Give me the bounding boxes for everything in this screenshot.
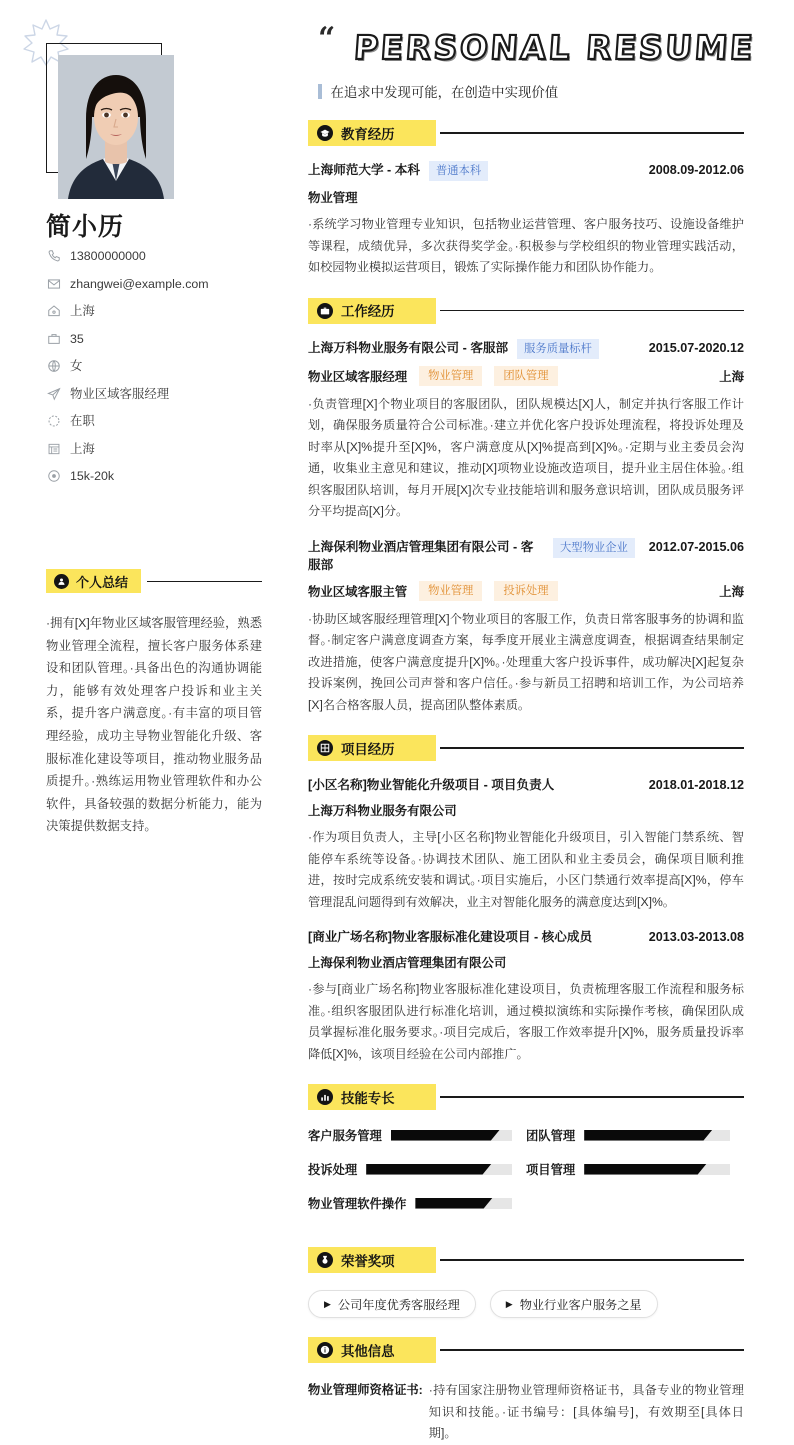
contact-value: 上海 xyxy=(70,304,95,318)
heading-rule xyxy=(440,132,744,133)
project-description: ·作为项目负责人，主导[小区名称]物业智能化升级项目，引入智能门禁系统、智能停车系统等设备。·协调技术团队、施工团队和业主委员会，确保项目顺利推进，按时完成系统安装和调试。·项目实施后，小区门禁通行效率提高[X]%，停车管理混乱问题得到有效解决，业主对智能化服务的满意度达到[X]%。 xyxy=(308,830,744,909)
contact-value: 女 xyxy=(70,359,83,373)
chart-icon xyxy=(317,1089,333,1105)
skills-section xyxy=(308,1084,744,1228)
work-entry-top xyxy=(308,538,744,574)
education-entry xyxy=(308,161,744,279)
skill-bar-fill xyxy=(584,1130,712,1141)
graduation-icon xyxy=(317,125,333,141)
education-major: 物业管理 xyxy=(308,191,358,205)
skill-label: 客户服务管理 xyxy=(308,1129,382,1143)
contact-item-status xyxy=(46,413,266,429)
contact-item-position xyxy=(46,386,266,402)
skill-item xyxy=(308,1194,526,1212)
work-description: ·协助区域客服经理管理[X]个物业项目的客服工作，负责日常客服事务的协调和监督。·制定客户满意度调查方案，每季度开展业主满意度调查，根据调查结果制定改进措施，使客户满意度提升[X]%。·处理重大客户投诉事件，成功解决[X]起复杂投诉案例，挽回公司声誉和客户信任。·参与新员工招聘和培训工作，为公司培养[X]名合格客服人员，提高团队整体素质。 xyxy=(308,611,744,712)
project-entry-top xyxy=(308,776,744,794)
skill-label: 物业管理软件操作 xyxy=(308,1197,407,1211)
heading-rule xyxy=(440,310,744,311)
summary-text: ·拥有[X]年物业区域客服管理经验，熟悉物业管理全流程，擅长客户服务体系建设和团队管理。·具备出色的沟通协调能力，能够有效处理客户投诉和业主关系，提升客户满意度。·有丰富的项目管理经验，成功主导物业智能化升级、客服标准化建设等项目，推动物业服务品质提升。·熟练运用物业管理软件和办公软件，具备较强的数据分析能力，能为决策提供数据支持。 xyxy=(46,616,262,834)
other-section xyxy=(308,1337,744,1445)
work-company: 上海万科物业服务有限公司 - 客服部 xyxy=(308,340,509,355)
triangle-icon: ▶ xyxy=(324,1298,331,1309)
honors-heading xyxy=(308,1247,744,1273)
work-location: 上海 xyxy=(719,369,744,384)
work-entry-top xyxy=(308,339,744,359)
work-heading-label: 工作经历 xyxy=(341,304,395,319)
skill-bar xyxy=(366,1164,512,1175)
project-name: [商业广场名称]物业客服标准化建设项目 - 核心成员 xyxy=(308,930,593,944)
work-badge: 大型物业企业 xyxy=(553,538,635,558)
contact-value: zhangwei@example.com xyxy=(70,276,209,291)
contact-item-city xyxy=(46,441,266,457)
contact-value: 15k-20k xyxy=(70,469,115,483)
skill-bar xyxy=(391,1130,512,1141)
honor-label: 物业行业客户服务之星 xyxy=(519,1297,642,1312)
honors-list xyxy=(308,1290,744,1318)
project-entry-top xyxy=(308,928,744,946)
projects-heading-label: 项目经历 xyxy=(341,741,395,757)
skill-item xyxy=(308,1160,526,1178)
honor-label: 公司年度优秀客服经理 xyxy=(337,1297,460,1312)
other-label: 物业管理师资格证书: xyxy=(308,1383,423,1397)
contact-item-location xyxy=(46,303,266,319)
honor-item[interactable] xyxy=(308,1290,476,1318)
skills-grid xyxy=(308,1126,744,1228)
contact-item-age xyxy=(46,331,266,347)
quote-mark: “ xyxy=(318,21,336,56)
education-heading-label: 教育经历 xyxy=(341,126,395,142)
contact-item-salary xyxy=(46,468,266,484)
heading-rule xyxy=(440,1349,744,1350)
home-icon xyxy=(46,304,61,319)
projects-section xyxy=(308,735,744,1065)
phone-icon xyxy=(46,249,61,264)
work-section xyxy=(308,298,744,717)
contact-value: 物业区域客服经理 xyxy=(70,386,170,401)
work-heading-chip xyxy=(308,298,436,324)
contact-item-gender xyxy=(46,358,266,374)
education-badge: 普通本科 xyxy=(429,161,488,181)
work-tag: 物业管理 xyxy=(419,366,482,386)
work-company: 上海保利物业酒店管理集团有限公司 - 客服部 xyxy=(308,539,534,572)
contact-value: 在职 xyxy=(70,414,95,428)
skill-bar-fill xyxy=(366,1164,491,1175)
education-description: ·系统学习物业管理专业知识，包括物业运营管理、客户服务技巧、设施设备维护等课程，成绩优异，多次获得奖学金。·积极参与学校组织的物业管理实践活动，如校园物业模拟运营项目，锻炼了实际操作能力和团队协作能力。 xyxy=(308,217,744,274)
main-content xyxy=(284,0,794,1440)
city-icon xyxy=(46,441,61,456)
work-company-wrap xyxy=(308,339,649,359)
contact-item-phone xyxy=(46,248,266,264)
other-value: ·持有国家注册物业管理师资格证书，具备专业的物业管理知识和技能。·证书编号：[具体编号]，有效期至[具体日期]。 xyxy=(428,1383,744,1440)
work-entry xyxy=(308,339,744,523)
summary-heading xyxy=(46,569,262,593)
skill-label: 团队管理 xyxy=(526,1129,576,1143)
heading-rule xyxy=(147,581,262,582)
heading-rule xyxy=(440,1259,744,1260)
education-heading-chip xyxy=(308,120,436,146)
mail-icon xyxy=(46,276,61,291)
honor-item[interactable] xyxy=(490,1290,658,1318)
summary-heading-label: 个人总结 xyxy=(76,574,129,590)
education-date: 2008.09-2012.06 xyxy=(648,163,744,177)
education-section xyxy=(308,120,744,279)
projects-heading xyxy=(308,735,744,761)
education-school-wrap xyxy=(308,161,649,181)
skill-bar xyxy=(584,1164,730,1175)
project-description: ·参与[商业广场名称]物业客服标准化建设项目，负责梳理客服工作流程和服务标准。·组织客服团队进行标准化培训，通过模拟演练和实际操作考核，确保团队成员掌握标准化服务要求。·项目完成后，客服工作效率提升[X]%，服务质量投诉率降低[X]%，该项目经验在公司内部推广。 xyxy=(308,982,744,1061)
work-role: 物业区域客服主管 xyxy=(308,584,408,599)
page-title: 简小历 xyxy=(46,213,125,241)
honors-heading-label: 荣誉奖项 xyxy=(341,1253,395,1269)
summary-heading-chip xyxy=(46,569,141,593)
info-icon xyxy=(317,1342,333,1358)
work-tag: 投诉处理 xyxy=(494,581,557,601)
contact-list xyxy=(46,248,266,496)
project-name: [小区名称]物业智能化升级项目 - 项目负责人 xyxy=(308,778,555,792)
subtitle-accent-bar xyxy=(318,84,322,99)
salary-icon xyxy=(46,469,61,484)
work-location: 上海 xyxy=(719,584,744,599)
projects-heading-chip xyxy=(308,735,436,761)
project-date: 2018.01-2018.12 xyxy=(648,778,744,792)
skill-bar xyxy=(415,1198,512,1209)
skill-bar-fill xyxy=(391,1130,500,1141)
work-role: 物业区域客服经理 xyxy=(308,369,408,384)
skills-heading-label: 技能专长 xyxy=(341,1090,395,1106)
skill-bar xyxy=(584,1130,730,1141)
work-description: ·负责管理[X]个物业项目的客服团队，团队规模达[X]人，制定并执行客服工作计划，确保服务质量符合公司标准。·建立并优化客户投诉处理流程，将投诉处理及时率从[X]%提升至[X]%，客户满意度从[X]%提高到[X]%。·定期与业主委员会沟通，收集业主意见和建议，推动[X]项物业设施改造项目，提升业主居住体验。·组织客服团队培训，每月开展[X]次专业技能培训和服务意识培训，团队成员服务评分平均提高[X]分。 xyxy=(308,396,744,518)
other-entry xyxy=(308,1380,744,1445)
work-role-tags xyxy=(308,581,711,601)
avatar xyxy=(58,55,174,199)
skill-label: 投诉处理 xyxy=(308,1163,358,1177)
project-company: 上海保利物业酒店管理集团有限公司 xyxy=(308,956,507,970)
honors-section xyxy=(308,1247,744,1318)
summary-section xyxy=(46,569,262,838)
subtitle-text: 在追求中发现可能，在创造中实现价值 xyxy=(330,85,559,100)
project-entry xyxy=(308,928,744,1065)
work-badge: 服务质量标杆 xyxy=(517,339,599,359)
education-heading xyxy=(308,120,744,146)
heading-rule xyxy=(440,747,744,748)
contact-value: 35 xyxy=(70,331,84,346)
skill-item xyxy=(308,1126,526,1144)
work-role-tags xyxy=(308,366,711,386)
project-company: 上海万科物业服务有限公司 xyxy=(308,804,457,818)
honors-heading-chip xyxy=(308,1247,436,1273)
resume-title: PERSONAL RESUME xyxy=(352,28,757,67)
project-date: 2013.03-2013.08 xyxy=(648,930,744,944)
resume-title-block xyxy=(308,21,757,80)
skills-heading-chip xyxy=(308,1084,436,1110)
triangle-icon: ▶ xyxy=(505,1298,513,1309)
heading-rule xyxy=(440,1096,744,1097)
sidebar xyxy=(0,0,284,1417)
send-icon xyxy=(46,386,61,401)
other-heading-chip xyxy=(308,1337,436,1363)
work-date: 2012.07-2015.06 xyxy=(648,539,744,554)
project-entry xyxy=(308,776,744,913)
grid-icon xyxy=(317,740,333,756)
work-entry-role-row xyxy=(308,366,744,386)
education-entry-top xyxy=(308,161,744,181)
other-heading xyxy=(308,1337,744,1363)
contact-value: 13800000000 xyxy=(70,249,146,263)
skill-item xyxy=(526,1160,744,1178)
work-company-wrap xyxy=(308,538,649,574)
status-icon xyxy=(46,414,61,429)
skills-heading xyxy=(308,1084,744,1110)
gender-icon xyxy=(46,359,61,374)
education-school: 上海师范大学 - 本科 xyxy=(308,163,420,177)
contact-item-email xyxy=(46,276,266,292)
work-entry-role-row xyxy=(308,581,744,601)
contact-value: 上海 xyxy=(70,441,95,456)
other-heading-label: 其他信息 xyxy=(341,1343,395,1359)
work-tag: 物业管理 xyxy=(419,581,482,601)
skill-item xyxy=(526,1126,744,1144)
briefcase-icon xyxy=(46,331,61,346)
skill-label: 项目管理 xyxy=(526,1163,576,1177)
case-icon xyxy=(317,303,333,319)
work-heading xyxy=(308,298,744,324)
medal-icon xyxy=(317,1252,333,1268)
skill-bar-fill xyxy=(584,1164,706,1175)
work-tag: 团队管理 xyxy=(494,366,557,386)
work-date: 2015.07-2020.12 xyxy=(648,340,744,355)
skill-bar-fill xyxy=(415,1198,492,1209)
user-icon xyxy=(54,574,69,589)
work-entry xyxy=(308,538,744,717)
resume-subtitle xyxy=(318,82,744,101)
